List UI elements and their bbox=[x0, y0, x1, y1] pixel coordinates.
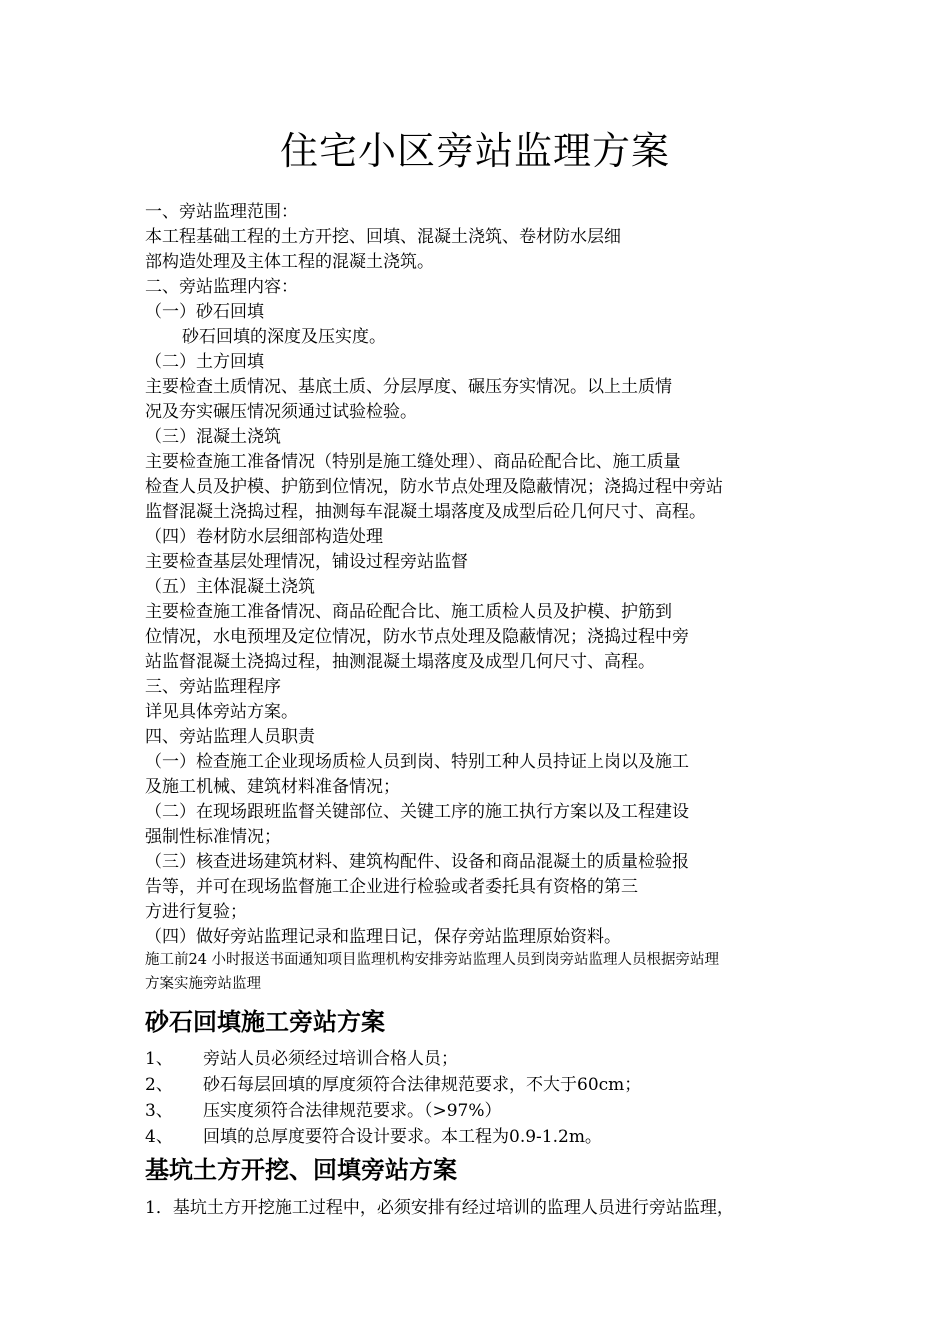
paragraph-line: （四）做好旁站监理记录和监理日记，保存旁站监理原始资料。 bbox=[145, 927, 621, 947]
list-item-number: 4、 bbox=[145, 1127, 173, 1147]
list-item-text: 砂石每层回填的厚度须符合法律规范要求，不大于60cm； bbox=[203, 1075, 642, 1095]
paragraph-line: 主要检查土质情况、基底土质、分层厚度、碾压夯实情况。以上土质情 bbox=[145, 377, 672, 397]
subsection-heading: （三）混凝土浇筑 bbox=[145, 427, 281, 447]
list-item-number: 3、 bbox=[145, 1101, 173, 1121]
paragraph-line: 主要检查施工准备情况、商品砼配合比、施工质检人员及护模、护筋到 bbox=[145, 602, 672, 622]
paragraph-line: 况及夯实碾压情况须通过试验检验。 bbox=[145, 402, 417, 422]
paragraph-line: 部构造处理及主体工程的混凝土浇筑。 bbox=[145, 252, 434, 272]
paragraph-line: 1．基坑土方开挖施工过程中，必须安排有经过培训的监理人员进行旁站监理， bbox=[145, 1198, 734, 1218]
notice-line: 方案实施旁站监理 bbox=[145, 976, 261, 992]
list-item-text: 压实度须符合法律规范要求。（>97%） bbox=[203, 1101, 502, 1121]
section-title-excavation: 基坑土方开挖、回填旁站方案 bbox=[145, 1156, 457, 1184]
paragraph-line: （二）在现场跟班监督关键部位、关键工序的施工执行方案以及工程建设 bbox=[145, 802, 689, 822]
paragraph-line: 主要检查基层处理情况，铺设过程旁站监督 bbox=[145, 552, 468, 572]
section-heading-duties: 四、旁站监理人员职责 bbox=[145, 727, 315, 747]
paragraph-line: 砂石回填的深度及压实度。 bbox=[182, 327, 386, 347]
paragraph-line: 本工程基础工程的土方开挖、回填、混凝土浇筑、卷材防水层细 bbox=[145, 227, 621, 247]
paragraph-line: 详见具体旁站方案。 bbox=[145, 702, 298, 722]
subsection-heading: （二）土方回填 bbox=[145, 352, 264, 372]
paragraph-line: 站监督混凝土浇捣过程，抽测混凝土塌落度及成型几何尺寸、高程。 bbox=[145, 652, 655, 672]
paragraph-line: （一）检查施工企业现场质检人员到岗、特别工种人员持证上岗以及施工 bbox=[145, 752, 689, 772]
paragraph-line: 告等，并可在现场监督施工企业进行检验或者委托具有资格的第三 bbox=[145, 877, 638, 897]
paragraph-line: 监督混凝土浇捣过程，抽测每车混凝土塌落度及成型后砼几何尺寸、高程。 bbox=[145, 502, 706, 522]
section-heading-scope: 一、旁站监理范围： bbox=[145, 202, 298, 222]
paragraph-line: （三）核查进场建筑材料、建筑构配件、设备和商品混凝土的质量检验报 bbox=[145, 852, 689, 872]
document-title: 住宅小区旁站监理方案 bbox=[279, 129, 670, 173]
paragraph-line: 检查人员及护模、护筋到位情况，防水节点处理及隐蔽情况；浇捣过程中旁站 bbox=[145, 477, 723, 497]
subsection-heading: （四）卷材防水层细部构造处理 bbox=[145, 527, 383, 547]
section-heading-content: 二、旁站监理内容： bbox=[145, 277, 298, 297]
subsection-heading: （一）砂石回填 bbox=[145, 302, 264, 322]
paragraph-line: 强制性标准情况； bbox=[145, 827, 281, 847]
notice-line: 施工前24 小时报送书面通知项目监理机构安排旁站监理人员到岗旁站监理人员根据旁站理 bbox=[145, 952, 720, 968]
paragraph-line: 位情况，水电预埋及定位情况，防水节点处理及隐蔽情况；浇捣过程中旁 bbox=[145, 627, 689, 647]
paragraph-line: 方进行复验； bbox=[145, 902, 247, 922]
list-item-number: 2、 bbox=[145, 1075, 173, 1095]
list-item-text: 回填的总厚度要符合设计要求。本工程为0.9-1.2m。 bbox=[203, 1127, 602, 1147]
subsection-heading: （五）主体混凝土浇筑 bbox=[145, 577, 315, 597]
paragraph-line: 及施工机械、建筑材料准备情况； bbox=[145, 777, 400, 797]
paragraph-line: 主要检查施工准备情况（特别是施工缝处理）、商品砼配合比、施工质量 bbox=[145, 452, 681, 472]
section-title-gravel-backfill: 砂石回填施工旁站方案 bbox=[145, 1008, 385, 1036]
section-heading-procedure: 三、旁站监理程序 bbox=[145, 677, 281, 697]
list-item-text: 旁站人员必须经过培训合格人员； bbox=[203, 1049, 458, 1069]
list-item-number: 1、 bbox=[145, 1049, 173, 1069]
